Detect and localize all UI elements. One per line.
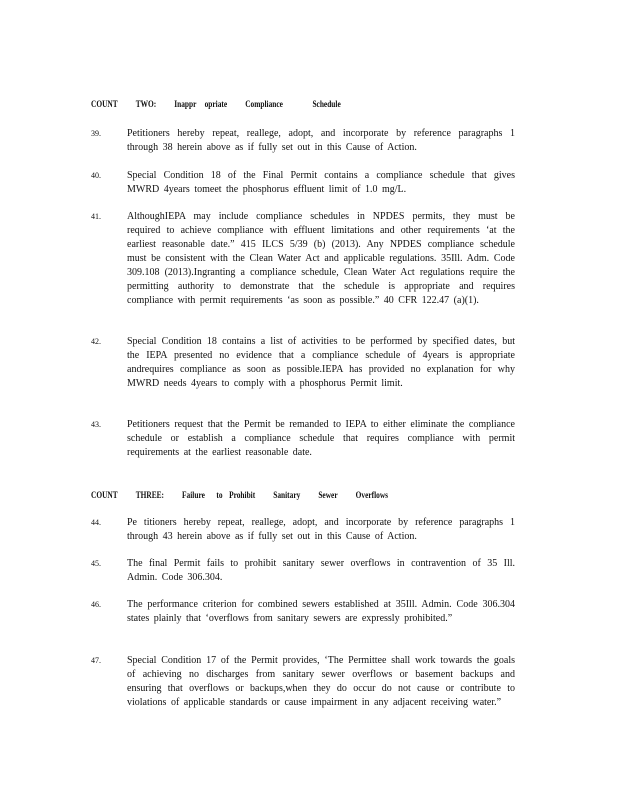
paragraph-text: AlthoughIEPA may include compliance schedules in NPDES permits, they must be required to achieve compliance with effluent limitations and other requirements ‘at the earliest reasonable date.” 415 ILCS 5/39 (b) (2013). Any NPDES compliance schedule must be consistent with the Clean Water Act and applicable regulations. 35Ill. Adm. Code 309.108 (2013).Ingranting a compliance schedule, Clean Water Act regulations require the permitting authority to demonstrate that the schedule is appropriate and requires compliance with permit requirements ‘as soon as possible.” 40 CFR 122.47 (a)(1). [127, 211, 515, 306]
paragraph-number: 44. [91, 518, 101, 527]
paragraph-number: 47. [91, 656, 101, 665]
heading-word: Failure [182, 490, 205, 500]
paragraph-text: Special Condition 18 of the Final Permit contains a compliance schedule that gives MWRD 4years tomeet the phosphorus effluent limit of 1.0 mg/L. [127, 170, 515, 195]
paragraph-text: The performance criterion for combined sewers established at 35Ill. Admin. Code 306.304 states plainly that ‘overflows from sanitary sewers are expressly prohibited.” [127, 599, 515, 624]
paragraph-text: Special Condition 17 of the Permit provides, ‘The Permittee shall work towards the goals of achieving no discharges from sanitary sewer overflows or basement backups and ensuring that overflows or backups,when they do occur do not cause or contribute to violations of applicable standards or cause impairment in any adjacent receiving water.” [127, 655, 515, 708]
heading-word: COUNT [91, 99, 118, 109]
paragraph-number: 41. [91, 212, 101, 221]
heading-word: Inappr [174, 99, 197, 109]
count-three-heading [91, 490, 435, 500]
paragraph-number: 39. [91, 129, 101, 138]
paragraph-number: 45. [91, 559, 101, 568]
paragraph-number: 43. [91, 420, 101, 429]
paragraph-number: 40. [91, 171, 101, 180]
heading-word: Schedule [312, 99, 341, 109]
heading-word: COUNT [91, 490, 118, 500]
count-two-heading [91, 99, 435, 109]
paragraph-number: 46. [91, 600, 101, 609]
heading-word: Overflows [355, 490, 389, 500]
heading-word: Prohibit [229, 490, 256, 500]
paragraph-text: Special Condition 18 contains a list of activities to be performed by specified dates, but the IEPA presented no evidence that a compliance schedule of 4years is appropriate andrequires compliance as soon as possible.IEPA has provided no explanation for why MWRD needs 4years to comply with a phosphorus Permit limit. [127, 336, 515, 389]
paragraph-text: The final Permit fails to prohibit sanitary sewer overflows in contravention of 35 Ill. Admin. Code 306.304. [127, 558, 515, 583]
heading-word: THREE: [135, 490, 165, 500]
paragraph-text: Petitioners request that the Permit be remanded to IEPA to either eliminate the compliance schedule or establish a compliance schedule that requires compliance with permit requirements at the earliest reasonable date. [127, 419, 515, 458]
heading-word: to [216, 490, 223, 500]
paragraph-text: Pe titioners hereby repeat, reallege, adopt, and incorporate by reference paragraphs 1 through 43 herein above as if fully set out in this Cause of Action. [127, 517, 515, 542]
heading-word: Sewer [318, 490, 338, 500]
heading-word: Sanitary [273, 490, 301, 500]
heading-word: opriate [204, 99, 228, 109]
heading-word: Compliance [245, 99, 283, 109]
heading-word: TWO: [135, 99, 157, 109]
paragraph-number: 42. [91, 337, 101, 346]
paragraph-text: Petitioners hereby repeat, reallege, adopt, and incorporate by reference paragraphs 1 through 38 herein above as if fully set out in this Cause of Action. [127, 128, 515, 153]
